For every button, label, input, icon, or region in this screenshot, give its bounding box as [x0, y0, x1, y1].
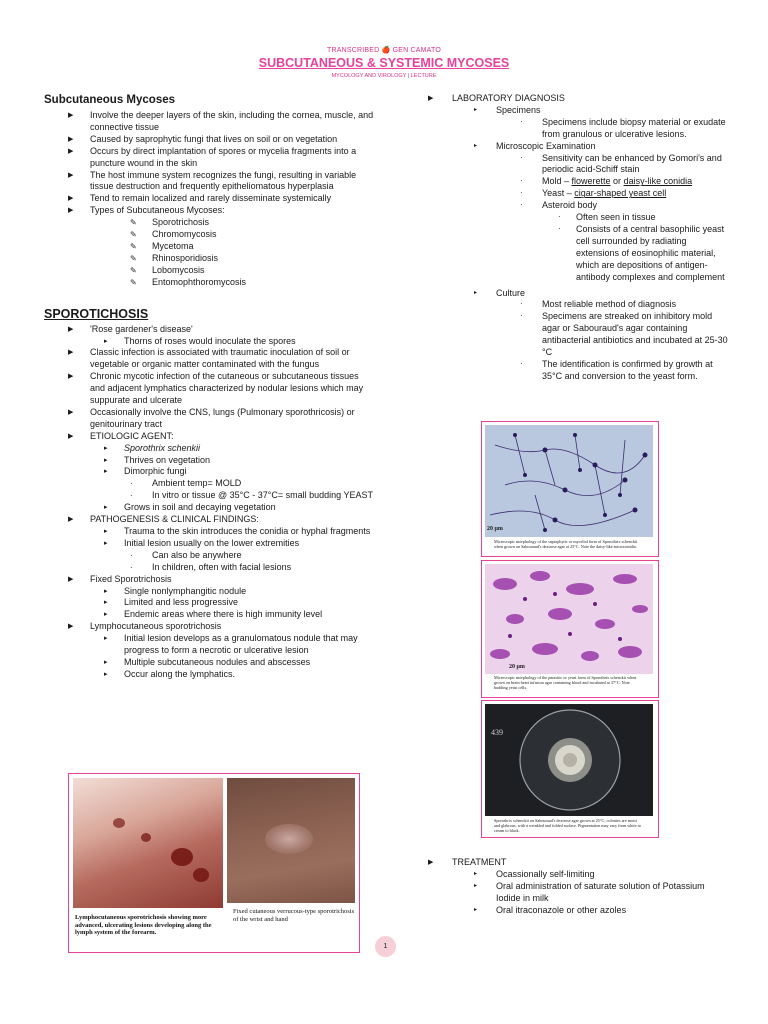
- scale-bar-label: 20 μm: [487, 526, 503, 532]
- dot-bullet-icon: ·: [520, 152, 523, 162]
- arrow-bullet-icon: ▶: [68, 516, 74, 524]
- small-arrow-bullet-icon: ▸: [104, 456, 108, 464]
- mold-micrograph-image: [485, 425, 653, 537]
- sub-list-item: ▸ Single nonlymphangitic nodule: [104, 585, 247, 596]
- sub-sub-list-item: · Can also be anywhere: [130, 549, 242, 560]
- scale-bar-label: 20 μm: [509, 664, 525, 670]
- list-item: ▶ TREATMENT: [428, 857, 507, 867]
- arrow-bullet-icon: ▶: [68, 575, 74, 583]
- list-item: ▶ Involve the deeper layers of the skin, including the cornea, muscle, and connective tissue: [68, 110, 374, 132]
- type-item: ✎ Entomophthoromycosis: [130, 276, 247, 287]
- dot-bullet-icon: ·: [520, 299, 523, 309]
- dot-bullet-icon: ·: [130, 491, 133, 501]
- sub-list-item: ▸ Thrives on vegetation: [104, 454, 211, 465]
- type-item: ✎ Rhinosporidiosis: [130, 252, 219, 263]
- sub-sub-list-item: · Specimens include biopsy material or exudate from granulous or ulcerative lesions.: [520, 116, 726, 139]
- figure-caption: Microscopic morphology of the saprophytic or mycelial form of Sporothrix schenckii when grown on Sabouraud's dextrose agar at 25°C. Note the daisy-like microconidia.: [494, 539, 638, 549]
- sporotrichosis-heading: SPOROTICHOSIS: [44, 306, 149, 321]
- arrow-bullet-icon: ▶: [68, 408, 74, 416]
- sub-sub-sub-list-item: · Often seen in tissue: [558, 212, 656, 223]
- figure-caption: Microscopic morphology of the parasitic or yeast form of Sporothrix schenckii when grown on brain heart infusion agar containing blood and incubated at 37°C. Note budding yeast cells.: [494, 675, 637, 690]
- pencil-bullet-icon: ✎: [130, 277, 137, 287]
- type-item: ✎ Mycetoma: [130, 240, 194, 251]
- arrow-bullet-icon: ▶: [68, 112, 74, 119]
- small-arrow-bullet-icon: ▸: [474, 106, 478, 113]
- document-subtitle: MYCOLOGY AND VIROLOGY | LECTURE: [331, 73, 437, 79]
- sub-sub-list-item: · Specimens are streaked on inhibitory mold agar or Sabouraud's agar containing antibacterial antibiotics and incubated at 25-30 °C: [520, 311, 728, 358]
- small-arrow-bullet-icon: ▸: [104, 599, 108, 607]
- list-item: ▶ Fixed Sporotrichosis: [68, 573, 172, 584]
- sub-list-item: ▸ Occur along the lymphatics.: [104, 668, 236, 679]
- culture-plate-figure: [481, 700, 659, 838]
- sub-list-item: ▸ Oral administration of saturate solution of Potassium Iodide in milk: [474, 880, 705, 903]
- list-item: ▶ 'Rose gardener's disease': [68, 323, 193, 334]
- sub-list-item: ▸ Limited and less progressive: [104, 597, 239, 608]
- sub-list-item: ▸ Endemic areas where there is high immunity level: [104, 609, 323, 620]
- small-arrow-bullet-icon: ▸: [474, 906, 478, 913]
- list-item: ▶ LABORATORY DIAGNOSIS: [428, 93, 565, 103]
- sub-list-item: ▸ Dimorphic fungi: [104, 466, 187, 477]
- plate-number: 439: [491, 728, 503, 737]
- list-item: ▶ ETIOLOGIC AGENT:: [68, 430, 174, 441]
- arrow-bullet-icon: ▶: [68, 207, 74, 215]
- small-arrow-bullet-icon: ▸: [104, 444, 108, 452]
- yeast-micrograph-figure: [481, 560, 659, 698]
- small-arrow-bullet-icon: ▸: [104, 468, 108, 476]
- fixed-cutaneous-photo: [227, 778, 355, 903]
- list-item: ▶ The host immune system recognizes the fungi, resulting in variable tissue destruction and frequently epitheliomatous hyperplasia: [68, 169, 357, 192]
- sub-sub-list-item: · The identification is confirmed by growth at 35°C and conversion to the yeast form.: [520, 358, 713, 381]
- arrow-bullet-icon: ▶: [68, 147, 74, 155]
- subcutaneous-heading: Subcutaneous Mycoses: [44, 94, 176, 106]
- list-item: ▶ Classic infection is associated with traumatic inoculation of soil or vegetable or organic matter contaminated with the fungus: [68, 347, 350, 370]
- small-arrow-bullet-icon: ▸: [104, 658, 108, 666]
- small-arrow-bullet-icon: ▸: [104, 337, 108, 345]
- pencil-bullet-icon: ✎: [130, 218, 137, 228]
- small-arrow-bullet-icon: ▸: [474, 289, 478, 296]
- lab-diagnosis-list: [428, 93, 728, 383]
- small-arrow-bullet-icon: ▸: [104, 539, 108, 547]
- pencil-bullet-icon: ✎: [130, 230, 137, 240]
- sub-list-item: ▸ Oral itraconazole or other azoles: [474, 904, 627, 915]
- list-item: ▶ Types of Subcutaneous Mycoses:: [68, 205, 225, 216]
- small-arrow-bullet-icon: ▸: [474, 142, 478, 149]
- list-item: ▶ Occurs by direct implantation of spores or mycelia fragments into a puncture wound in the skin: [68, 145, 357, 168]
- document-title: SUBCUTANEOUS & SYSTEMIC MYCOSES: [258, 56, 510, 70]
- arrow-bullet-icon: ▶: [428, 95, 434, 102]
- dot-bullet-icon: ·: [520, 188, 523, 198]
- arrow-bullet-icon: ▶: [68, 325, 74, 333]
- small-arrow-bullet-icon: ▸: [104, 504, 108, 512]
- culture-plate-image: [485, 704, 653, 816]
- sub-list-item: ▸ Initial lesion usually on the lower extremities: [104, 537, 300, 548]
- page-number: 1: [375, 936, 396, 957]
- treatment-section: [428, 857, 728, 917]
- arrow-bullet-icon: ▶: [68, 432, 74, 440]
- arrow-bullet-icon: ▶: [68, 195, 74, 203]
- sub-list-item: ▸ Multiple subcutaneous nodules and abscesses: [104, 656, 311, 667]
- sporotrichosis-list: [44, 324, 374, 681]
- arrow-bullet-icon: ▶: [68, 373, 74, 381]
- arrow-bullet-icon: ▶: [68, 623, 74, 631]
- dot-bullet-icon: ·: [520, 311, 523, 321]
- sub-list-item: ▸ Thorns of roses would inoculate the spores: [104, 335, 296, 346]
- arrow-bullet-icon: ▶: [428, 859, 434, 866]
- sub-sub-list-item: · Mold – flowerette or daisy-like conidia: [520, 176, 693, 187]
- type-item: ✎ Chromomycosis: [130, 229, 217, 240]
- clinical-photos-frame: [68, 773, 360, 953]
- lymphocutaneous-arm-photo: [73, 778, 223, 908]
- small-arrow-bullet-icon: ▸: [104, 611, 108, 619]
- arrow-bullet-icon: ▶: [68, 135, 74, 143]
- dot-bullet-icon: ·: [558, 212, 561, 222]
- sub-sub-list-item: · Yeast – cigar-shaped yeast cell: [520, 188, 667, 199]
- arrow-bullet-icon: ▶: [68, 349, 74, 357]
- pencil-bullet-icon: ✎: [130, 253, 137, 263]
- yeast-micrograph-image: [485, 564, 653, 674]
- list-item: ▶ Chronic mycotic infection of the cutaneous or subcutaneous tissues and adjacent lymphatics characterized by nodular lesions which may suppurate and ulcerate: [68, 371, 364, 406]
- arrow-bullet-icon: ▶: [68, 171, 74, 179]
- dot-bullet-icon: ·: [520, 176, 523, 186]
- photo-caption-lymphocutaneous: Lymphocutaneous sporotrichosis showing more advanced, ulcerating lesions developing along the lymph system of the forearm.: [75, 914, 212, 937]
- dot-bullet-icon: ·: [130, 562, 133, 572]
- list-item: ▶ Caused by saprophytic fungi that lives on soil or on vegetation: [68, 133, 338, 144]
- subcutaneous-list: [44, 110, 374, 289]
- small-arrow-bullet-icon: ▸: [104, 587, 108, 595]
- sub-sub-list-item: · In children, often with facial lesions: [130, 561, 292, 572]
- dot-bullet-icon: ·: [520, 358, 523, 368]
- sub-sub-sub-list-item: · Consists of a central basophilic yeast cell surrounded by radiating extensions of eosinophilic material, which are depositions of antigen- antibody complexes and complement: [558, 223, 725, 282]
- sub-list-item: ▸ Sporothrix schenkii: [104, 442, 201, 453]
- dot-bullet-icon: ·: [130, 550, 133, 560]
- right-column: [428, 93, 728, 383]
- small-arrow-bullet-icon: ▸: [474, 870, 478, 877]
- dot-bullet-icon: ·: [130, 479, 133, 489]
- pencil-bullet-icon: ✎: [130, 265, 137, 275]
- sub-list-item: ▸ Ocassionally self-limiting: [474, 868, 595, 879]
- dot-bullet-icon: ·: [558, 223, 561, 233]
- sub-list-item: ▸ Grows in soil and decaying vegetation: [104, 502, 276, 513]
- list-item: ▶ Lymphocutaneous sporotrichosis: [68, 621, 222, 632]
- sub-list-item: ▸ Trauma to the skin introduces the conidia or hyphal fragments: [104, 526, 371, 536]
- pencil-bullet-icon: ✎: [130, 241, 137, 251]
- type-item: ✎ Lobomycosis: [130, 264, 205, 275]
- treatment-list: [428, 857, 728, 917]
- sub-list-item: ▸ Specimens: [474, 104, 541, 115]
- list-item: ▶ PATHOGENESIS & CLINICAL FINDINGS:: [68, 514, 259, 525]
- sub-sub-list-item: · Asteroid body: [520, 200, 598, 211]
- small-arrow-bullet-icon: ▸: [474, 882, 478, 889]
- left-column: [44, 93, 374, 681]
- list-item: ▶ Occasionally involve the CNS, lungs (Pulmonary sporothricosis) or genitourinary tract: [68, 406, 355, 429]
- sub-sub-list-item: · Sensitivity can be enhanced by Gomori's and periodic acid-Schiff stain: [520, 152, 722, 175]
- sub-sub-list-item: · Ambient temp= MOLD: [130, 478, 242, 489]
- sub-list-item: ▸ Microscopic Examination: [474, 140, 596, 151]
- small-arrow-bullet-icon: ▸: [104, 635, 108, 643]
- photo-caption-fixed: Fixed cutaneous verrucous-type sporotrichosis of the wrist and hand: [233, 908, 355, 923]
- sub-sub-list-item: · In vitro or tissue @ 35°C - 37°C= small budding YEAST: [130, 490, 374, 501]
- type-item: ✎ Sporotrichosis: [130, 217, 210, 228]
- sub-sub-list-item: · Most reliable method of diagnosis: [520, 299, 677, 310]
- sub-list-item: ▸ Initial lesion develops as a granulomatous nodule that may progress to form a necrotic or ulcerative lesion: [104, 633, 358, 656]
- small-arrow-bullet-icon: ▸: [104, 528, 108, 535]
- small-arrow-bullet-icon: ▸: [104, 670, 108, 678]
- transcriber-line: TRANSCRIBED 🍎 GEN CAMATO: [327, 47, 441, 54]
- list-item: ▶ Tend to remain localized and rarely disseminate systemically: [68, 193, 332, 204]
- mold-micrograph-figure: [481, 421, 659, 557]
- dot-bullet-icon: ·: [520, 116, 523, 126]
- dot-bullet-icon: ·: [520, 200, 523, 210]
- sub-list-item: ▸ Culture: [474, 287, 526, 298]
- figure-caption: Sporothrix schenckii on Sabouraud's dextrose agar grown at 25°C; colonies are moist and glabrous, with a wrinkled and folded surface. Pigmentation may vary from white to cream to black.: [494, 818, 641, 833]
